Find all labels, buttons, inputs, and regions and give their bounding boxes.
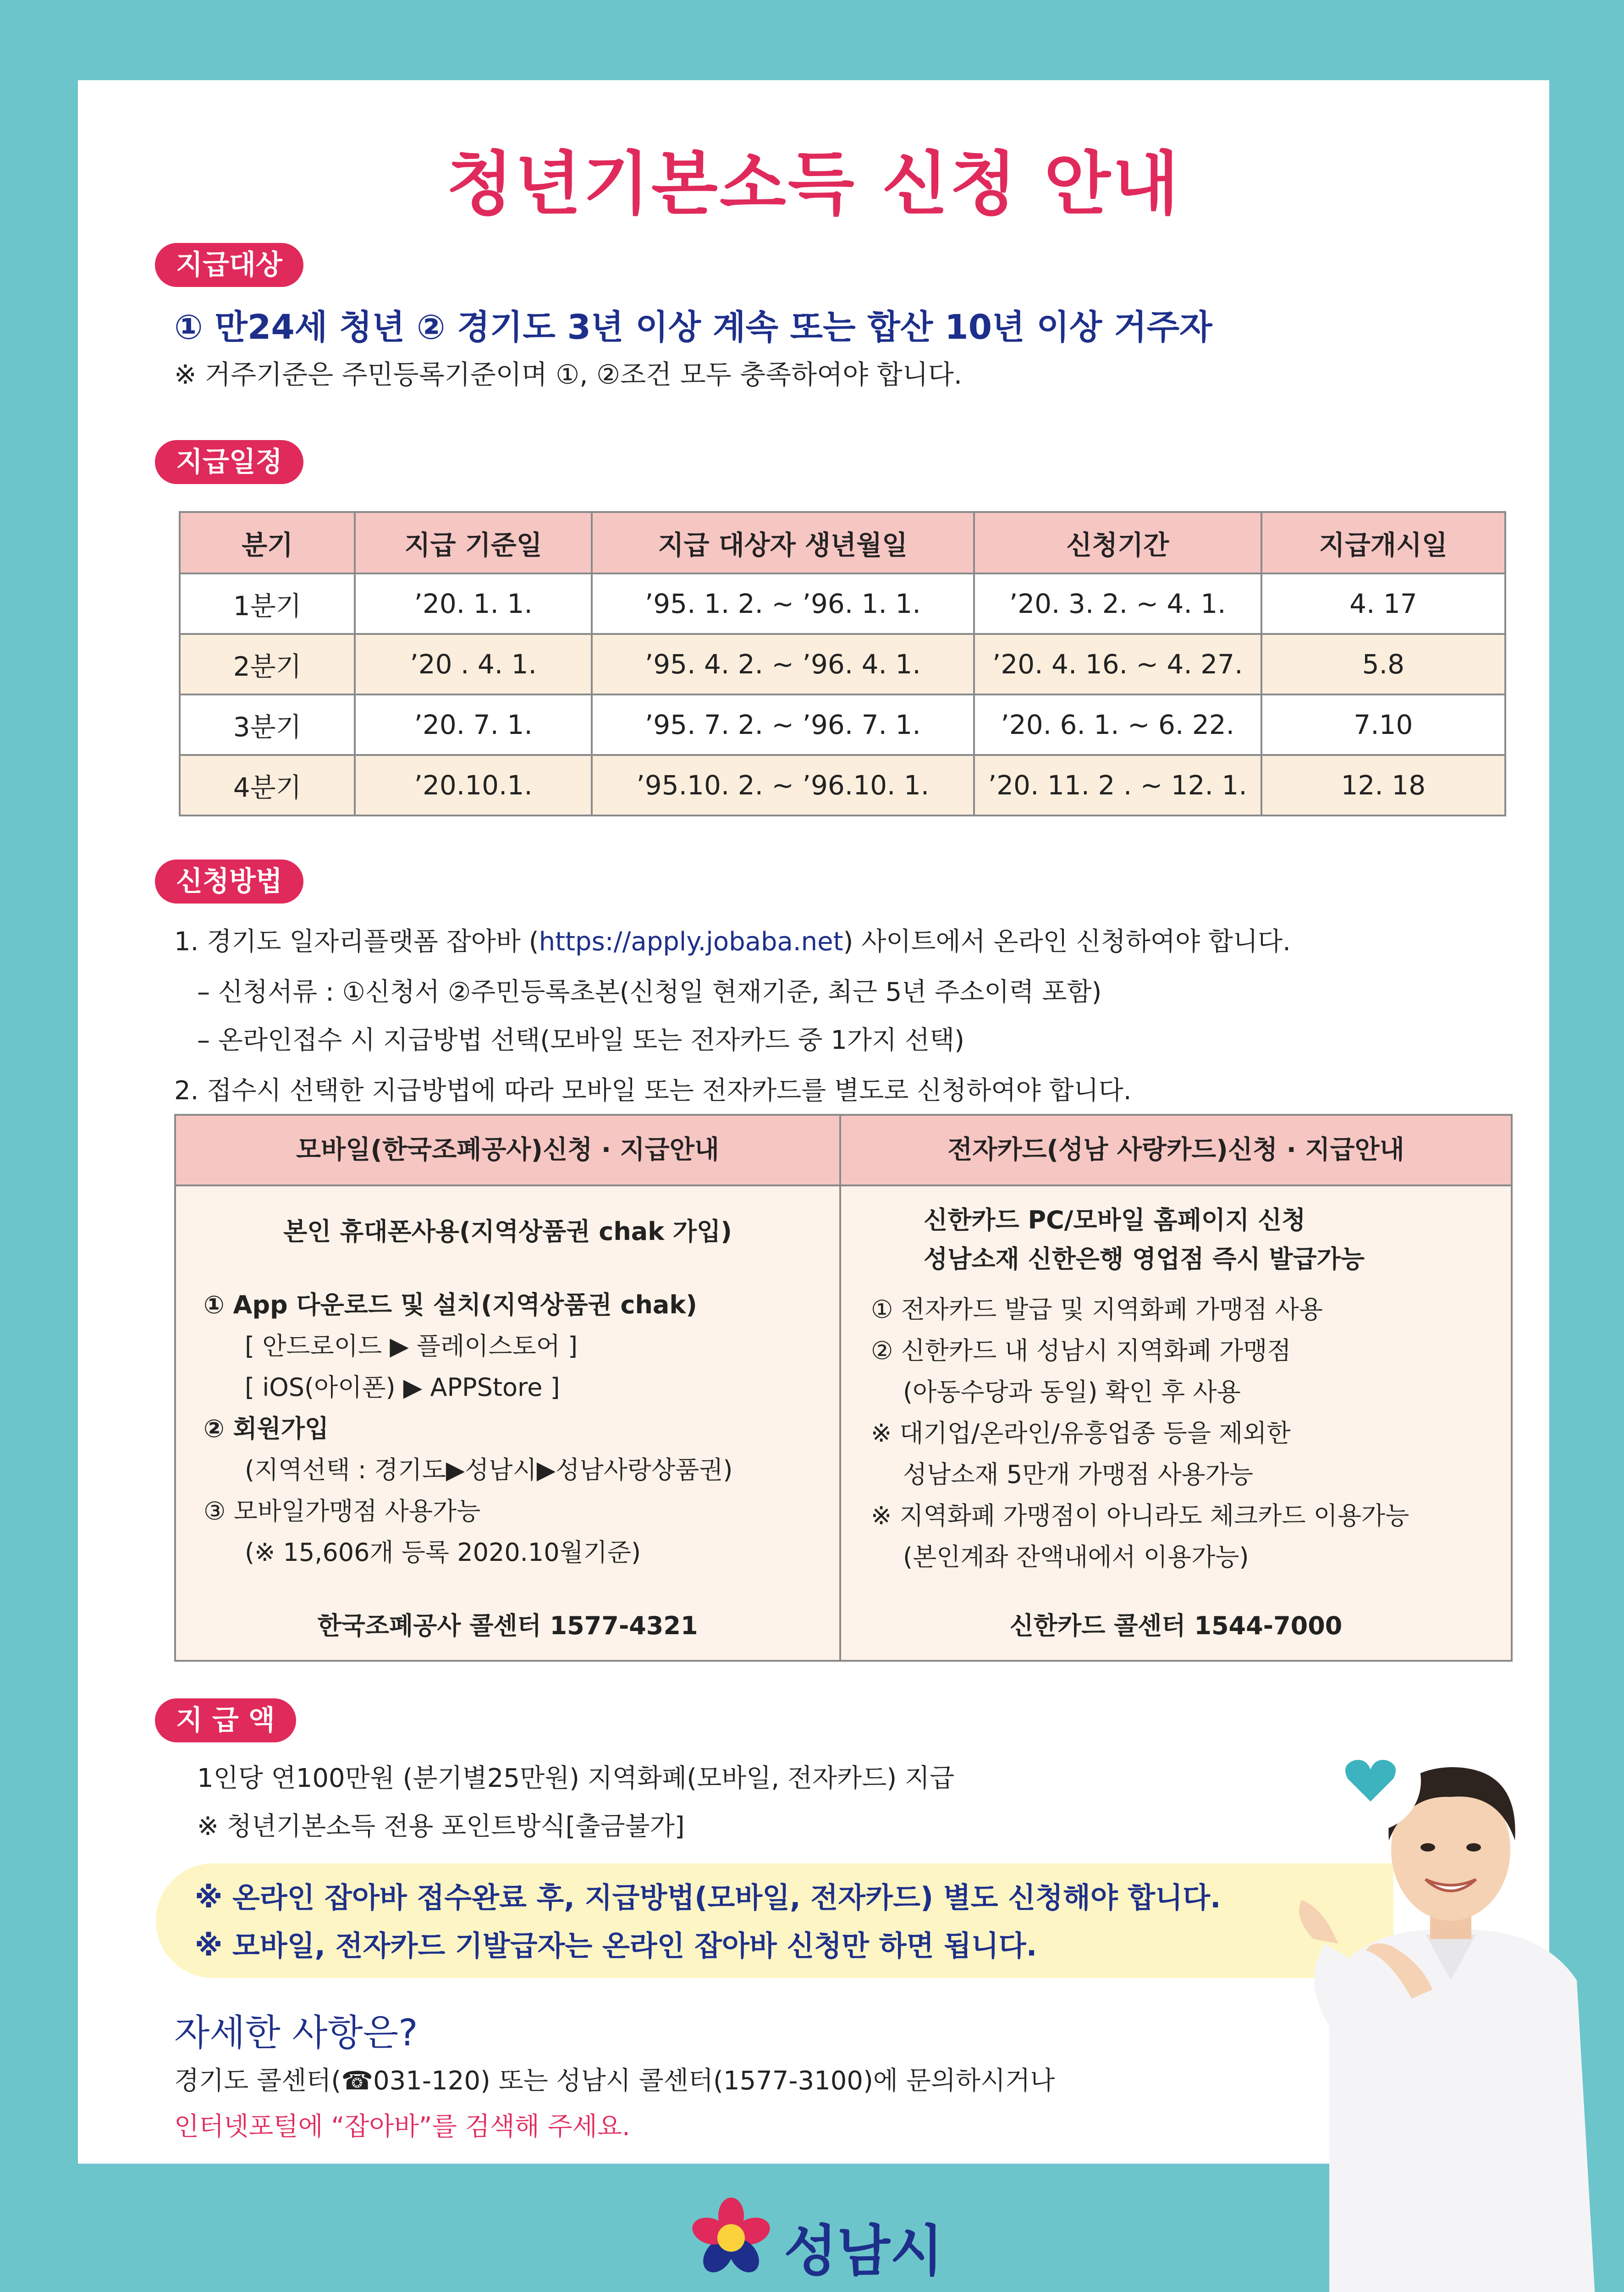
table-cell: ’20. 4. 16. ~ 4. 27. [974, 634, 1261, 694]
table-cell: 4분기 [180, 755, 355, 815]
person-illustration [1274, 1742, 1624, 2292]
amount-badge: 지 급 액 [155, 1698, 296, 1742]
schedule-header-cell: 지급 대상자 생년월일 [592, 512, 974, 573]
contact-line-2: 인터넷포털에 “잡아바”를 검색해 주세요. [174, 2112, 630, 2142]
card-intro-2: 성남소재 신한은행 영업점 즉시 발급가능 [924, 1245, 1365, 1273]
target-badge: 지급대상 [155, 243, 303, 287]
table-cell: 4. 17 [1261, 573, 1505, 634]
method-line-1-pre: 1. 경기도 일자리플랫폼 잡아바 ( [174, 927, 539, 957]
mobile-panel [174, 1114, 841, 1662]
table-cell: ’20 . 4. 1. [355, 634, 592, 694]
card-item-4a: (본인계좌 잔액내에서 이용가능) [903, 1543, 1249, 1571]
table-cell: ’95. 7. 2. ~ ’96. 7. 1. [592, 694, 974, 755]
notice-line-2: ※ 모바일, 전자카드 기발급자는 온라인 잡아바 신청만 하면 됩니다. [195, 1929, 1037, 1962]
mobile-intro: 본인 휴대폰사용(지역상품권 chak 가입) [283, 1217, 732, 1246]
schedule-badge: 지급일정 [155, 440, 303, 484]
mobile-step-3a: (※ 15,606개 등록 2020.10월기준) [245, 1538, 641, 1567]
table-cell: ’95.10. 2. ~ ’96.10. 1. [592, 755, 974, 815]
table-row [180, 634, 1505, 694]
amount-line-1: 1인당 연100만원 (분기별25만원) 지역화폐(모바일, 전자카드) 지급 [197, 1763, 955, 1793]
mobile-step-2: ② 회원가입 [204, 1414, 329, 1443]
table-row [180, 694, 1505, 755]
contact-line-1: 경기도 콜센터(☎031-120) 또는 성남시 콜센터(1577-3100)에 문의하시거나 [174, 2066, 1055, 2096]
method-line-4: 2. 접수시 선택한 지급방법에 따라 모바일 또는 전자카드를 별도로 신청하여야 합니다. [174, 1076, 1132, 1106]
logo-text: 성남시 [784, 2220, 943, 2283]
card-callcenter: 신한카드 콜센터 1544-7000 [1009, 1611, 1343, 1640]
schedule-header-row [180, 512, 1505, 573]
mobile-step-1b: [ iOS(아이폰) ▶ APPStore ] [245, 1373, 560, 1402]
table-cell: 5.8 [1261, 634, 1505, 694]
table-cell: ’20. 3. 2. ~ 4. 1. [974, 573, 1261, 634]
mobile-step-1a: [ 안드로이드 ▶ 플레이스토어 ] [245, 1332, 578, 1361]
table-cell: ’20. 1. 1. [355, 573, 592, 634]
mobile-callcenter: 한국조폐공사 콜센터 1577-4321 [317, 1611, 698, 1640]
mobile-step-1: ① App 다운로드 및 설치(지역상품권 chak) [204, 1290, 697, 1319]
heart-icon [1343, 1756, 1398, 1806]
table-cell: 12. 18 [1261, 755, 1505, 815]
notice-line-1: ※ 온라인 잡아바 접수완료 후, 지급방법(모바일, 전자카드) 별도 신청해야 합니다. [195, 1881, 1221, 1914]
card-item-3: ※ 대기업/온라인/유흥업종 등을 제외한 [871, 1419, 1291, 1448]
person-image [1274, 1742, 1624, 2292]
table-cell: ’20. 11. 2 . ~ 12. 1. [974, 755, 1261, 815]
table-cell: 3분기 [180, 694, 355, 755]
table-row [180, 573, 1505, 634]
card-panel [839, 1114, 1513, 1662]
jobaba-link[interactable]: https://apply.jobaba.net [539, 927, 843, 957]
schedule-header-cell: 지급개시일 [1261, 512, 1505, 573]
card-item-2a: (아동수당과 동일) 확인 후 사용 [903, 1377, 1241, 1406]
method-line-1 [174, 921, 1291, 958]
table-cell: 2분기 [180, 634, 355, 694]
schedule-header-cell: 신청기간 [974, 512, 1261, 573]
card-item-2: ② 신한카드 내 성남시 지역화폐 가맹점 [871, 1336, 1291, 1365]
table-row [180, 755, 1505, 815]
mobile-step-3: ③ 모바일가맹점 사용가능 [204, 1497, 481, 1526]
page-title: 청년기본소득 신청 안내 [446, 144, 1181, 224]
seongnam-emblem-icon [688, 2196, 775, 2283]
method-line-1-post: ) 사이트에서 온라인 신청하여야 합니다. [843, 927, 1291, 957]
amount-line-2: ※ 청년기본소득 전용 포인트방식[출금불가] [197, 1812, 685, 1841]
card-item-3a: 성남소재 5만개 가맹점 사용가능 [903, 1460, 1253, 1489]
method-line-3: – 온라인접수 시 지급방법 선택(모바일 또는 전자카드 중 1가지 선택) [197, 1025, 965, 1055]
table-cell: ’20. 6. 1. ~ 6. 22. [974, 694, 1261, 755]
schedule-header-cell: 분기 [180, 512, 355, 573]
card-intro-1: 신한카드 PC/모바일 홈페이지 신청 [924, 1206, 1306, 1234]
table-cell: ’95. 1. 2. ~ ’96. 1. 1. [592, 573, 974, 634]
table-cell: ’95. 4. 2. ~ ’96. 4. 1. [592, 634, 974, 694]
card-item-4: ※ 지역화폐 가맹점이 아니라도 체크카드 이용가능 [871, 1501, 1409, 1530]
method-line-2: – 신청서류 : ①신청서 ②주민등록초본(신청일 현재기준, 최근 5년 주소이력 포함) [197, 977, 1102, 1007]
target-conditions: ① 만24세 청년 ② 경기도 3년 이상 계속 또는 합산 10년 이상 거주자 [174, 308, 1212, 347]
schedule-header-cell: 지급 기준일 [355, 512, 592, 573]
seongnam-logo [688, 2196, 972, 2283]
method-badge: 신청방법 [155, 860, 303, 904]
mobile-panel-header: 모바일(한국조폐공사)신청 · 지급안내 [176, 1116, 839, 1186]
table-cell: 7.10 [1261, 694, 1505, 755]
schedule-table [179, 511, 1506, 816]
mobile-step-2a: (지역선택 : 경기도▶성남시▶성남사랑상품권) [245, 1455, 733, 1484]
table-cell: ’20.10.1. [355, 755, 592, 815]
card-panel-header: 전자카드(성남 사랑카드)신청 · 지급안내 [841, 1116, 1511, 1186]
table-cell: 1분기 [180, 573, 355, 634]
card-item-1: ① 전자카드 발급 및 지역화폐 가맹점 사용 [871, 1295, 1323, 1324]
table-cell: ’20. 7. 1. [355, 694, 592, 755]
target-note: ※ 거주기준은 주민등록기준이며 ①, ②조건 모두 충족하여야 합니다. [174, 359, 963, 390]
contact-heading: 자세한 사항은? [174, 2011, 418, 2054]
